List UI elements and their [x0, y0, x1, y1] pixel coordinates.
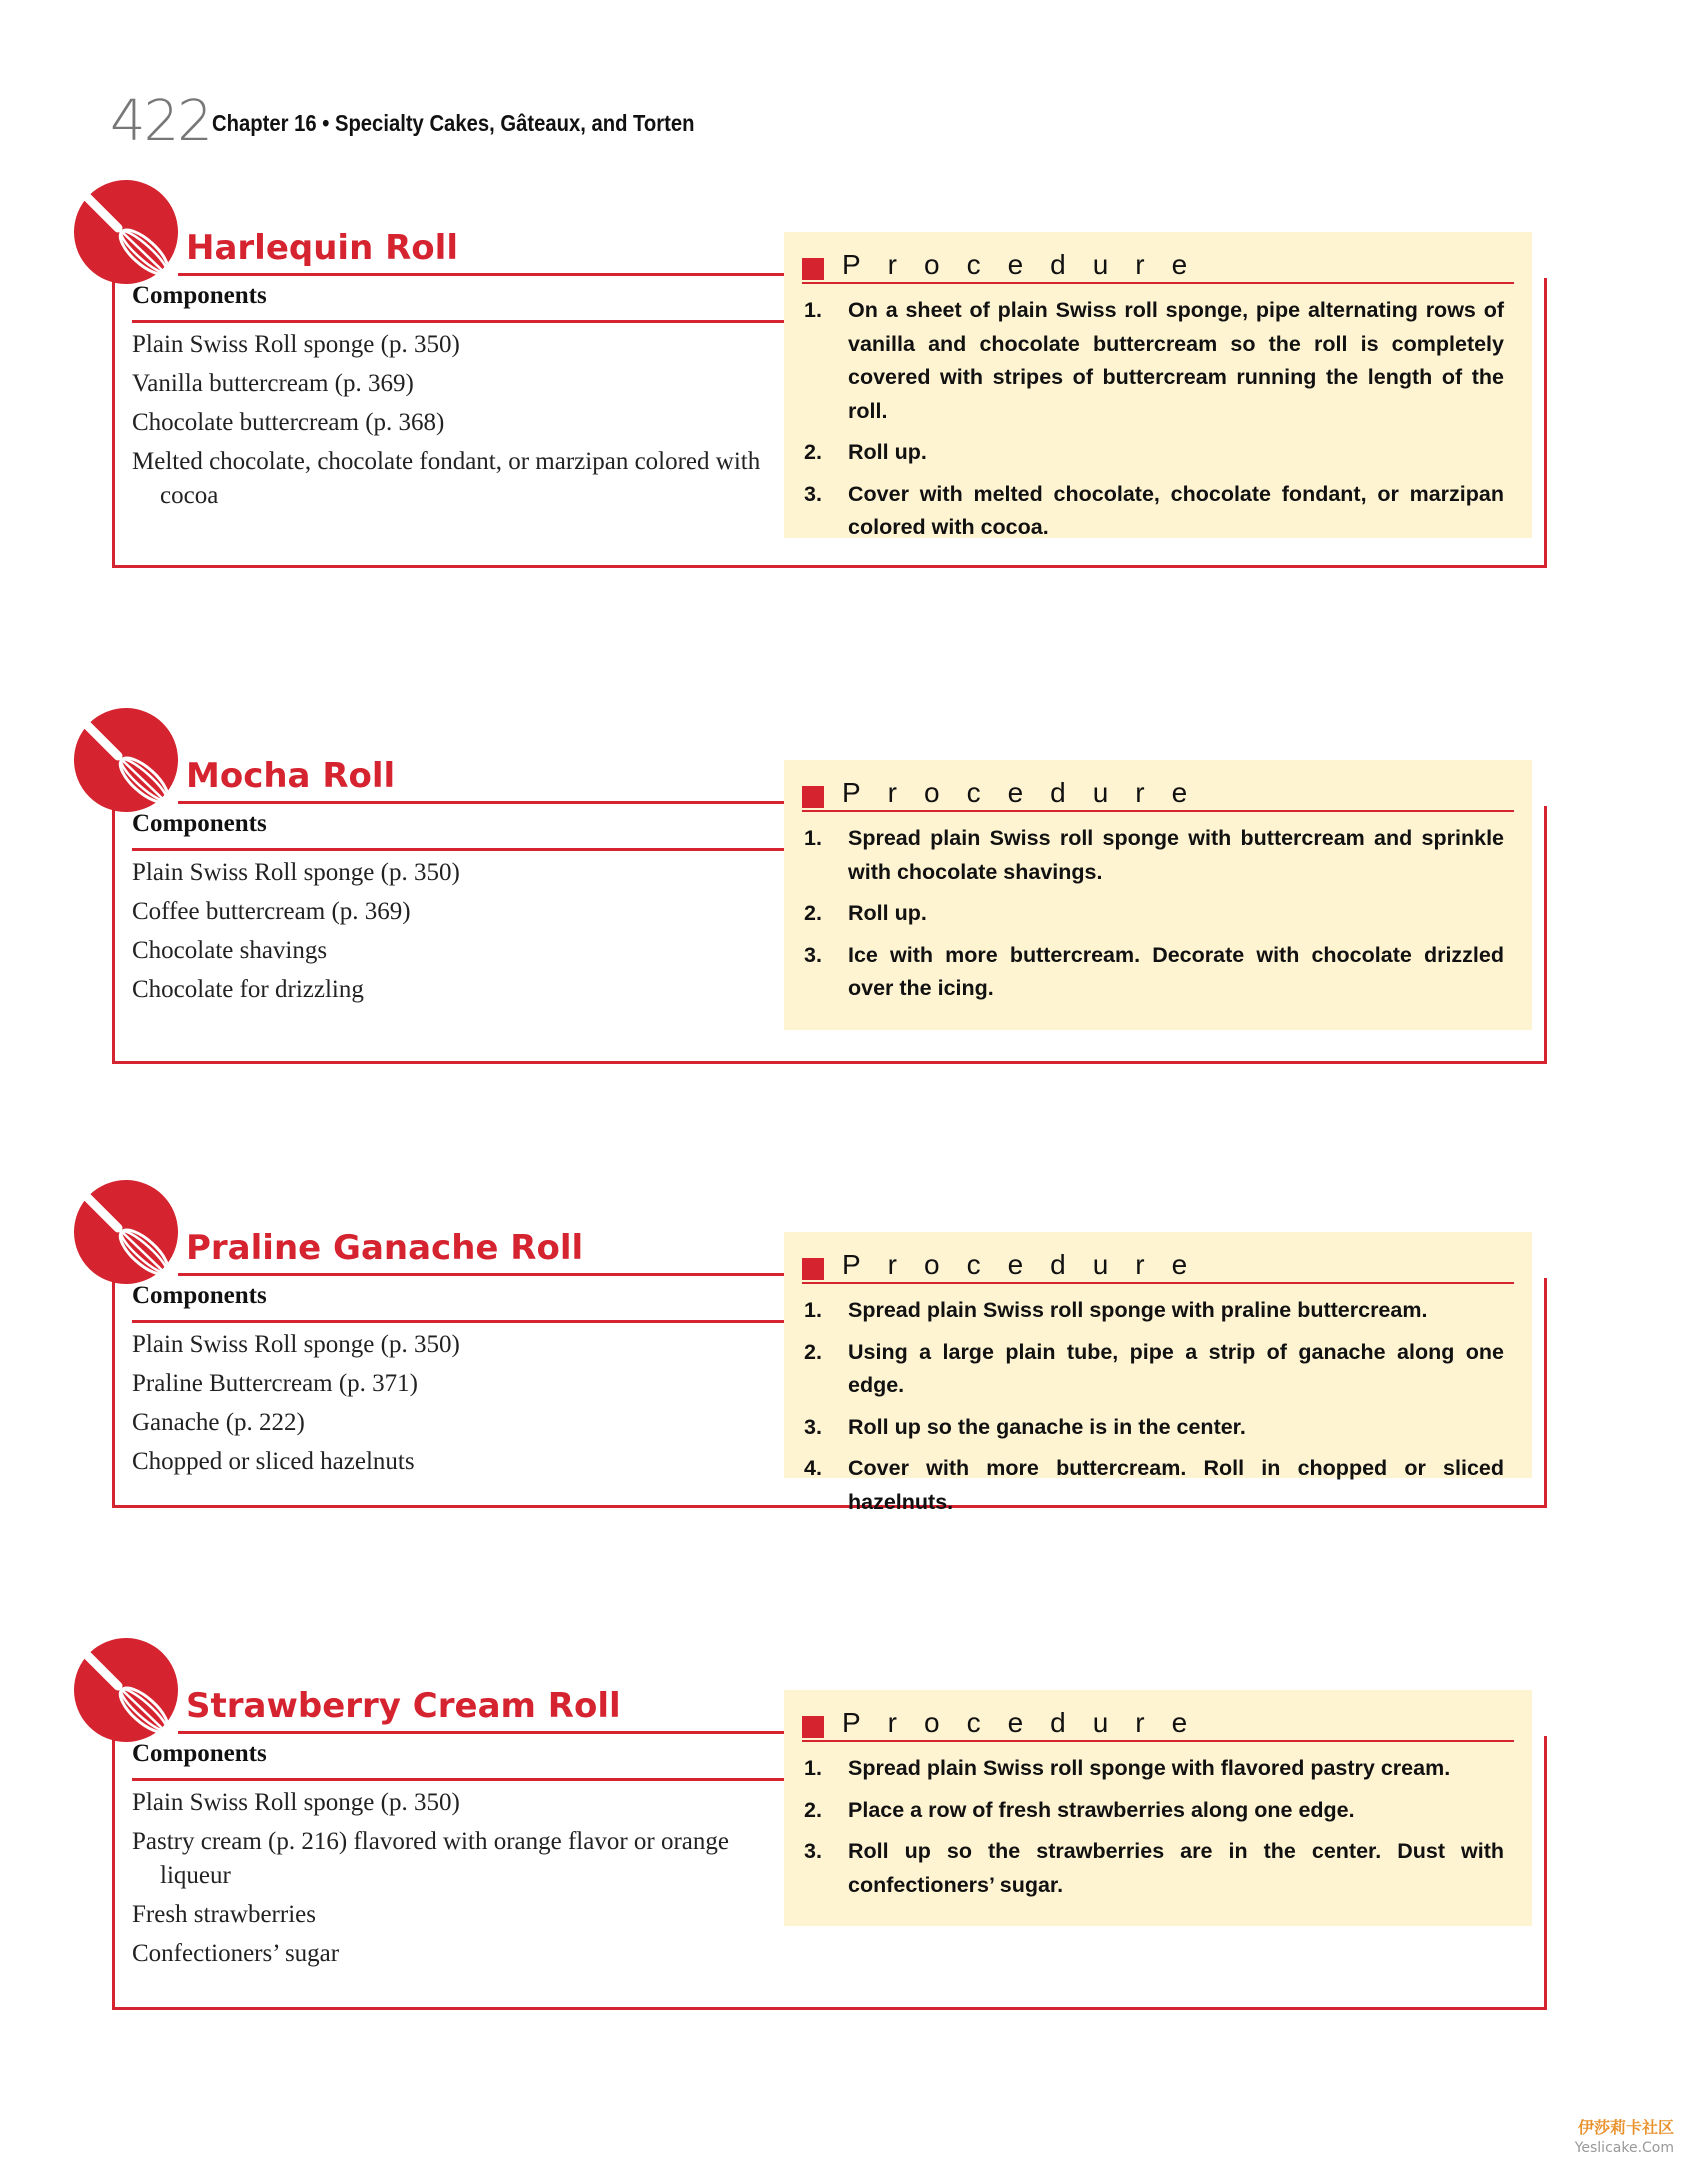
component-item: Plain Swiss Roll sponge (p. 350) — [132, 859, 460, 886]
procedure-steps — [804, 822, 1504, 1014]
procedure-step: 2. Place a row of fresh strawberries along one edge. — [804, 1797, 1355, 1822]
whisk-badge — [74, 1638, 178, 1742]
recipe-title: Mocha Roll — [186, 756, 396, 796]
procedure-steps — [804, 1752, 1504, 1910]
recipe-title: Harlequin Roll — [186, 228, 458, 268]
components-list — [132, 328, 772, 518]
procedure-label: Procedure — [842, 1707, 1215, 1738]
components-label: Components — [132, 1282, 267, 1309]
component-item: Praline Buttercream (p. 371) — [132, 1370, 419, 1397]
components-list — [132, 1328, 772, 1484]
recipe-card — [0, 1634, 1700, 2012]
procedure-steps — [804, 294, 1504, 553]
red-square-icon — [802, 786, 824, 808]
component-item: Plain Swiss Roll sponge (p. 350) — [132, 1331, 460, 1358]
component-item: Melted chocolate, chocolate fondant, or marzipan colored with cocoa — [132, 448, 761, 509]
watermark — [1575, 2118, 1674, 2158]
components-rule — [132, 1320, 784, 1323]
procedure-step: 1. Spread plain Swiss roll sponge with flavored pastry cream. — [804, 1756, 1451, 1780]
component-item: Chocolate for drizzling — [132, 976, 364, 1003]
component-item: Plain Swiss Roll sponge (p. 350) — [132, 1789, 460, 1816]
title-rule — [178, 801, 784, 804]
components-label: Components — [132, 282, 267, 309]
watermark-en: Yeslicake.Com — [1574, 2140, 1674, 2156]
procedure-label: Procedure — [842, 1249, 1215, 1280]
procedure-heading — [802, 776, 1514, 812]
component-item: Pastry cream (p. 216) flavored with orange flavor or orange liqueur — [132, 1828, 729, 1889]
procedure-step: 2. Using a large plain tube, pipe a strip of ganache along one edge. — [804, 1339, 1504, 1397]
procedure-heading — [802, 1248, 1514, 1284]
title-rule — [178, 1731, 784, 1734]
components-list — [132, 856, 772, 1012]
procedure-step: 2. Roll up. — [804, 440, 927, 464]
recipe-title: Praline Ganache Roll — [186, 1228, 584, 1268]
recipe-title: Strawberry Cream Roll — [186, 1686, 621, 1726]
recipe-card — [0, 1176, 1700, 1514]
procedure-label: Procedure — [842, 249, 1215, 280]
components-label: Components — [132, 1740, 267, 1767]
procedure-step: 3. Roll up so the strawberries are in the center. Dust with confectioners’ sugar. — [804, 1839, 1504, 1897]
procedure-heading — [802, 248, 1514, 284]
components-rule — [132, 848, 784, 851]
red-square-icon — [802, 258, 824, 280]
component-item: Plain Swiss Roll sponge (p. 350) — [132, 331, 460, 358]
component-item: Fresh strawberries — [132, 1901, 316, 1928]
procedure-step: 4. Cover with more buttercream. Roll in chopped or sliced hazelnuts. — [804, 1456, 1504, 1514]
components-label: Components — [132, 810, 267, 837]
red-square-icon — [802, 1258, 824, 1280]
title-rule — [178, 273, 784, 276]
recipe-card — [0, 704, 1700, 1066]
component-item: Vanilla buttercream (p. 369) — [132, 370, 414, 397]
procedure-heading — [802, 1706, 1514, 1742]
procedure-step: 3. Roll up so the ganache is in the center. — [804, 1414, 1246, 1439]
procedure-step: 2. Roll up. — [804, 901, 927, 925]
recipe-card — [0, 176, 1700, 570]
procedure-step: 3. Ice with more buttercream. Decorate with chocolate drizzled over the icing. — [804, 942, 1504, 1000]
procedure-panel — [784, 760, 1532, 1030]
component-item: Chopped or sliced hazelnuts — [132, 1448, 415, 1475]
component-item: Chocolate buttercream (p. 368) — [132, 409, 445, 436]
page-number: 422 — [110, 89, 211, 154]
whisk-icon — [74, 1638, 178, 1742]
watermark-cn: 伊莎莉卡社区 — [1577, 2118, 1674, 2137]
procedure-panel — [784, 1690, 1532, 1926]
procedure-panel — [784, 1232, 1532, 1514]
red-square-icon — [802, 1716, 824, 1738]
procedure-panel — [784, 232, 1532, 538]
procedure-label: Procedure — [842, 777, 1215, 808]
components-list — [132, 1786, 772, 1976]
whisk-icon — [74, 180, 178, 284]
components-rule — [132, 1778, 784, 1781]
chapter-title: Chapter 16 • Specialty Cakes, Gâteaux, and Torten — [212, 110, 695, 136]
components-rule — [132, 320, 784, 323]
procedure-steps — [804, 1294, 1504, 1527]
component-item: Ganache (p. 222) — [132, 1409, 305, 1436]
procedure-step: 1. Spread plain Swiss roll sponge with buttercream and sprinkle with chocolate shavings. — [804, 826, 1504, 884]
whisk-badge — [74, 1180, 178, 1284]
whisk-icon — [74, 1180, 178, 1284]
procedure-step: 1. Spread plain Swiss roll sponge with praline buttercream. — [804, 1298, 1428, 1322]
procedure-step: 1. On a sheet of plain Swiss roll sponge, pipe alternating rows of vanilla and chocolate buttercream so the roll is completely covered with stripes of buttercream running the length of the roll. — [804, 298, 1504, 423]
procedure-step: 3. Cover with melted chocolate, chocolate fondant, or marzipan colored with cocoa. — [804, 481, 1504, 539]
component-item: Confectioners’ sugar — [132, 1940, 340, 1967]
whisk-badge — [74, 180, 178, 284]
component-item: Chocolate shavings — [132, 937, 328, 964]
title-rule — [178, 1273, 784, 1276]
whisk-badge — [74, 708, 178, 812]
whisk-icon — [74, 708, 178, 812]
component-item: Coffee buttercream (p. 369) — [132, 898, 411, 925]
